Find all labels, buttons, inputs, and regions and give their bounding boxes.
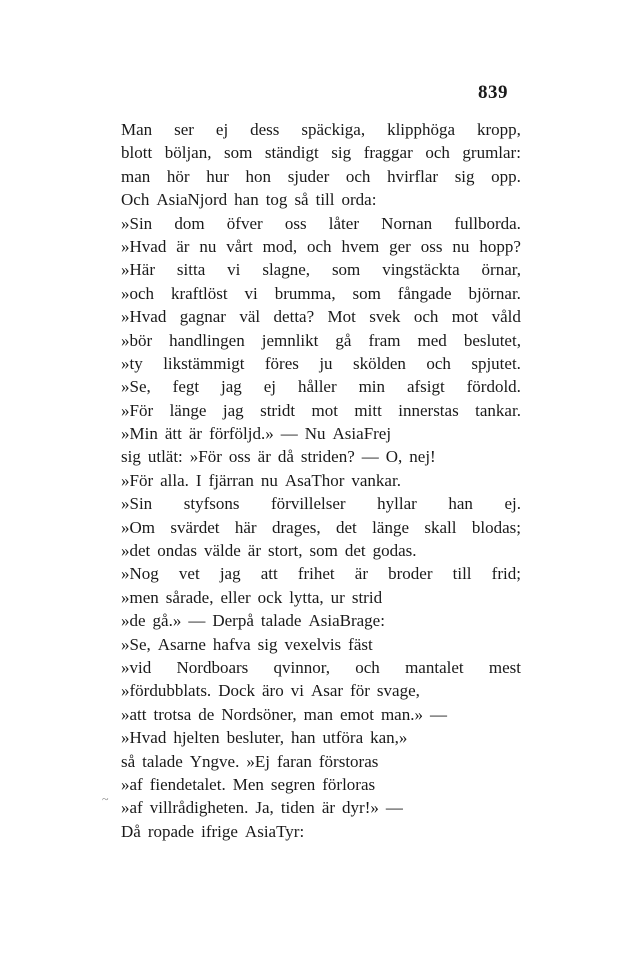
- poem-line: »Sin dom öfver oss låter Nornan fullborda.: [121, 213, 521, 233]
- poem-line: man hör hur hon sjuder och hvirflar sig opp.: [121, 166, 521, 186]
- poem-line: »fördubblats. Dock äro vi Asar för svage,: [121, 681, 420, 701]
- poem-line: »Hvad gagnar väl detta? Mot svek och mot våld: [121, 307, 521, 327]
- poem-line: »att trotsa de Nordsöner, man emot man.» —: [121, 704, 447, 724]
- poem-line: »Hvad hjelten besluter, han utföra kan,»: [121, 728, 408, 748]
- poem-line: »af villrådigheten. Ja, tiden är dyr!» —: [121, 798, 403, 818]
- poem-line: »det ondas välde är stort, som det godas.: [121, 541, 417, 561]
- poem-line: »de gå.» — Derpå talade AsiaBrage:: [121, 611, 385, 631]
- poem-line: »ty likstämmigt föres ju skölden och spjutet.: [121, 353, 521, 373]
- poem-line: »Här sitta vi slagne, som vingstäckta örnar,: [121, 260, 521, 280]
- poem-line: blott böljan, som ständigt sig fraggar och grumlar:: [121, 143, 521, 163]
- poem-body: [121, 118, 521, 843]
- poem-line: »För alla. I fjärran nu AsaThor vankar.: [121, 470, 401, 490]
- poem-line: »vid Nordboars qvinnor, och mantalet mest: [121, 657, 521, 677]
- page-number: 839: [478, 82, 508, 103]
- poem-line: »Hvad är nu vårt mod, och hvem ger oss nu hopp?: [121, 236, 521, 256]
- poem-line: Och AsiaNjord han tog så till orda:: [121, 190, 377, 210]
- poem-line: »och kraftlöst vi brumma, som fångade björnar.: [121, 283, 521, 303]
- poem-line: »Sin styfsons förvillelser hyllar han ej.: [121, 494, 521, 514]
- poem-line: »af fiendetalet. Men segren förloras: [121, 774, 376, 794]
- margin-mark: ~: [102, 792, 109, 806]
- poem-line: »Nog vet jag att frihet är broder till frid;: [121, 564, 521, 584]
- poem-line: »Om svärdet här drages, det länge skall blodas;: [121, 517, 521, 537]
- poem-line: »Min ätt är förföljd.» — Nu AsiaFrej: [121, 424, 392, 444]
- poem-line: »bör handlingen jemnlikt gå fram med beslutet,: [121, 330, 521, 350]
- poem-line: Man ser ej dess späckiga, klipphöga kropp,: [121, 120, 521, 139]
- poem-line: sig utlät: »För oss är då striden? — O, nej!: [121, 447, 436, 467]
- poem-line: »Se, fegt jag ej håller min afsigt fördold.: [121, 377, 521, 397]
- poem-line: så talade Yngve. »Ej faran förstoras: [121, 751, 379, 771]
- poem-line: Då ropade ifrige AsiaTyr:: [121, 821, 305, 841]
- poem-line: »men sårade, eller ock lytta, ur strid: [121, 587, 383, 607]
- poem-line: »För länge jag stridt mot mitt innerstas tankar.: [121, 400, 521, 420]
- poem-line: »Se, Asarne hafva sig vexelvis fäst: [121, 634, 373, 654]
